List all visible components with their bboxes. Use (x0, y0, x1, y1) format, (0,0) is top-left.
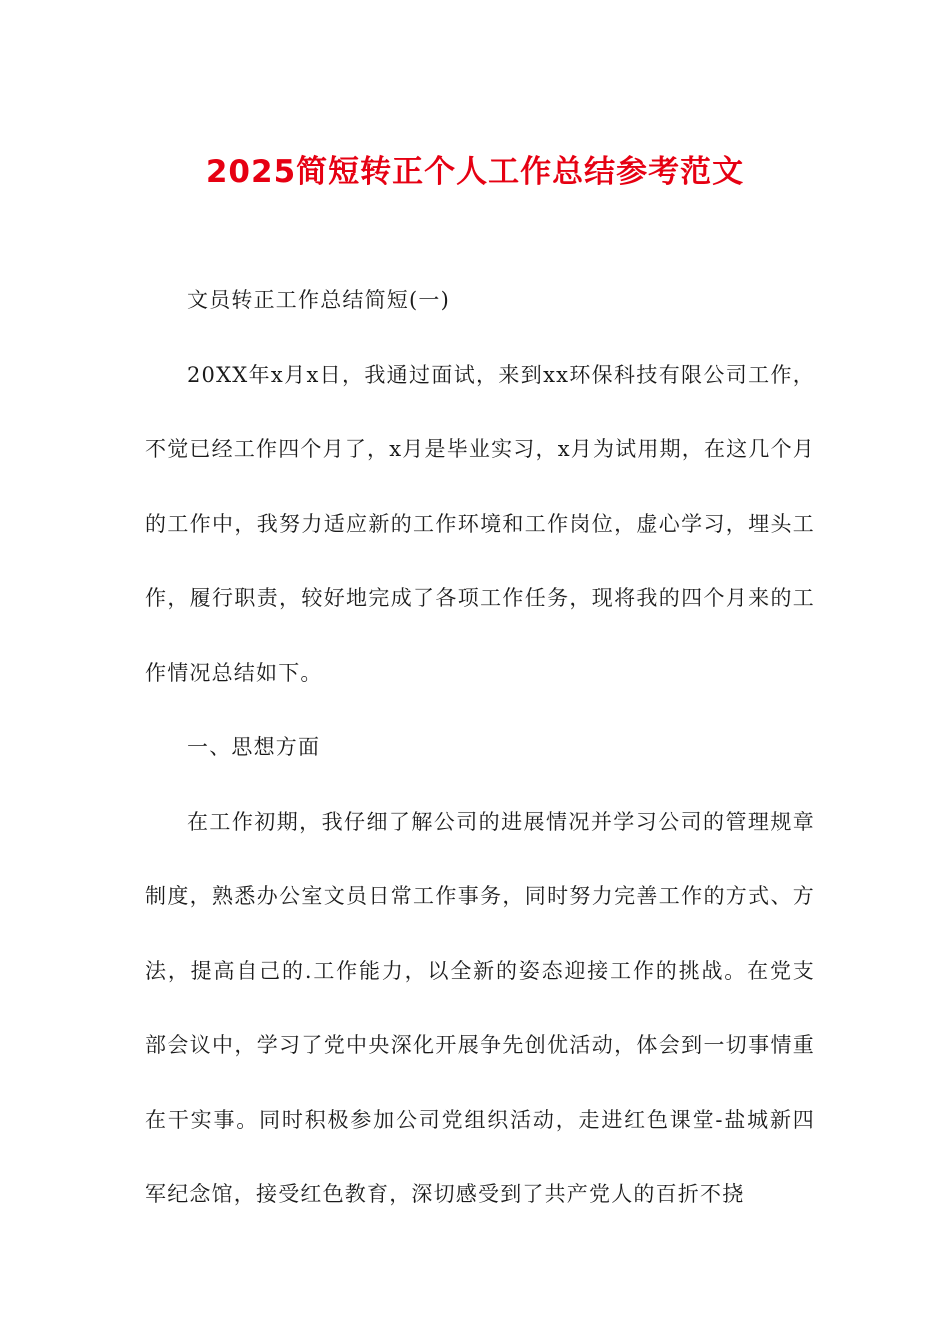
section-heading: 文员转正工作总结简短(一) (187, 288, 450, 312)
body-paragraph: 在工作初期，我仔细了解公司的进展情况并学习公司的管理规章制度，熟悉办公室文员日常工作事务，同时努力完善工作的方式、方法，提高自己的.工作能力，以全新的姿态迎接工作的挑战。在党支部会议中，学习了党中央深化开展争先创优活动，体会到一切事情重在干实事。同时积极参加公司党组织活动，走进红色课堂-盐城新四军纪念馆，接受红色教育，深切感受到了共产党人的百折不挠 (145, 809, 815, 1206)
body-paragraph: 20XX年x月x日，我通过面试，来到xx环保科技有限公司工作，不觉已经工作四个月了，x月是毕业实习，x月为试用期，在这几个月的工作中，我努力适应新的工作环境和工作岗位，虚心学习，埋头工作，履行职责，较好地完成了各项工作任务，现将我的四个月来的工作情况总结如下。 (145, 362, 815, 685)
document-body (145, 263, 815, 1232)
document-title: 2025简短转正个人工作总结参考范文 (205, 154, 745, 190)
subsection-heading: 一、思想方面 (187, 735, 321, 759)
